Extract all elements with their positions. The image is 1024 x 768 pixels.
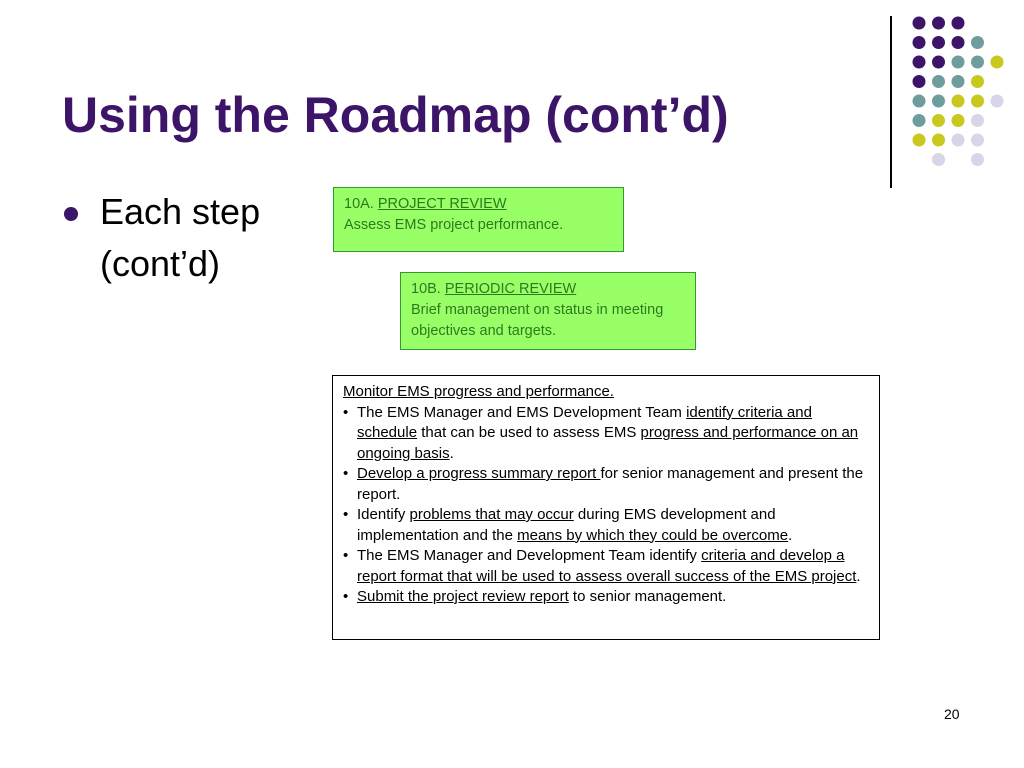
project-review-link[interactable]: PROJECT REVIEW <box>377 196 507 212</box>
bullet-icon: • <box>343 403 349 421</box>
decorative-dot <box>991 95 1004 108</box>
decorative-dot <box>952 56 965 69</box>
page-number: 20 <box>944 706 960 722</box>
bullet-icon: • <box>343 588 349 605</box>
monitor-progress-heading: Monitor EMS progress and performance. <box>343 383 614 400</box>
item-text: that can be used to assess EMS <box>417 424 641 441</box>
periodic-review-description: Brief management on status in meeting objectives and targets. <box>411 302 664 339</box>
item-text: The EMS Manager and EMS Development Team <box>357 403 687 421</box>
decorative-dot <box>971 56 984 69</box>
project-review-code: 10A. <box>344 196 374 212</box>
periodic-review-heading-line <box>411 279 685 300</box>
project-review-description: Assess EMS project performance. <box>344 217 564 233</box>
decorative-dot <box>952 75 965 88</box>
decorative-dot <box>932 75 945 88</box>
decorative-dot <box>913 17 926 30</box>
decorative-dot <box>952 17 965 30</box>
decorative-dot <box>952 36 965 49</box>
item-text: . <box>449 444 454 462</box>
monitor-progress-item <box>343 464 869 505</box>
decorative-dot <box>971 114 984 127</box>
decorative-dot <box>952 134 965 147</box>
slide-title: Using the Roadmap (cont’d) <box>62 87 729 143</box>
decorative-dot <box>932 95 945 108</box>
periodic-review-box <box>400 272 696 350</box>
underlined-phrase: means by which they could be overcome <box>517 526 789 544</box>
decorative-dot <box>932 17 945 30</box>
decorative-dot <box>932 36 945 49</box>
item-text: during EMS development and implementation and the <box>357 506 776 544</box>
bullet-item-text: Each step (cont’d) <box>100 191 261 284</box>
item-text: to senior management. <box>568 588 727 605</box>
item-text: . <box>788 526 793 544</box>
decorative-dot <box>971 134 984 147</box>
underlined-phrase: Submit the project review report <box>357 588 569 605</box>
periodic-review-code: 10B. <box>411 281 441 297</box>
monitor-progress-item <box>343 505 869 546</box>
decorative-dot <box>971 153 984 166</box>
decorative-dot <box>971 75 984 88</box>
decorative-dot <box>971 95 984 108</box>
monitor-progress-list <box>343 403 869 608</box>
decorative-dot <box>991 56 1004 69</box>
bullet-icon: • <box>343 506 349 523</box>
decorative-dot <box>913 56 926 69</box>
underlined-phrase: identify criteria and schedule <box>357 403 812 441</box>
decorative-dot <box>913 75 926 88</box>
item-text: The EMS Manager and Development Team identify <box>357 547 702 564</box>
item-text: . <box>856 567 861 585</box>
project-review-heading-line <box>344 194 613 215</box>
item-text: Identify <box>357 506 410 523</box>
bullet-dot-icon <box>64 207 78 221</box>
decorative-dot <box>932 153 945 166</box>
bullet-icon: • <box>343 547 349 564</box>
decorative-dot <box>932 56 945 69</box>
monitor-progress-item <box>343 403 869 465</box>
decorative-dot <box>932 114 945 127</box>
underlined-phrase: progress and performance on an ongoing basis <box>357 424 859 462</box>
decorative-dot <box>913 114 926 127</box>
decorative-dot <box>913 134 926 147</box>
underlined-phrase: criteria and develop a report format that will be used to assess overall success of the EMS project <box>357 547 857 585</box>
underlined-phrase: problems that may occur <box>409 506 574 523</box>
monitor-progress-box <box>332 375 880 640</box>
monitor-progress-item <box>343 587 869 608</box>
item-text: for senior management and present the report. <box>357 465 864 503</box>
decorative-dot <box>971 36 984 49</box>
decorative-dot <box>932 134 945 147</box>
monitor-progress-item <box>343 546 869 587</box>
decorative-dot <box>952 114 965 127</box>
decorative-dot <box>913 95 926 108</box>
bullet-icon: • <box>343 465 349 482</box>
decorative-dot <box>913 36 926 49</box>
project-review-box <box>333 187 624 252</box>
periodic-review-link[interactable]: PERIODIC REVIEW <box>444 281 577 297</box>
decorative-dot <box>952 95 965 108</box>
underlined-phrase: Develop a progress summary report <box>357 465 601 482</box>
decorative-vertical-line <box>890 16 892 188</box>
